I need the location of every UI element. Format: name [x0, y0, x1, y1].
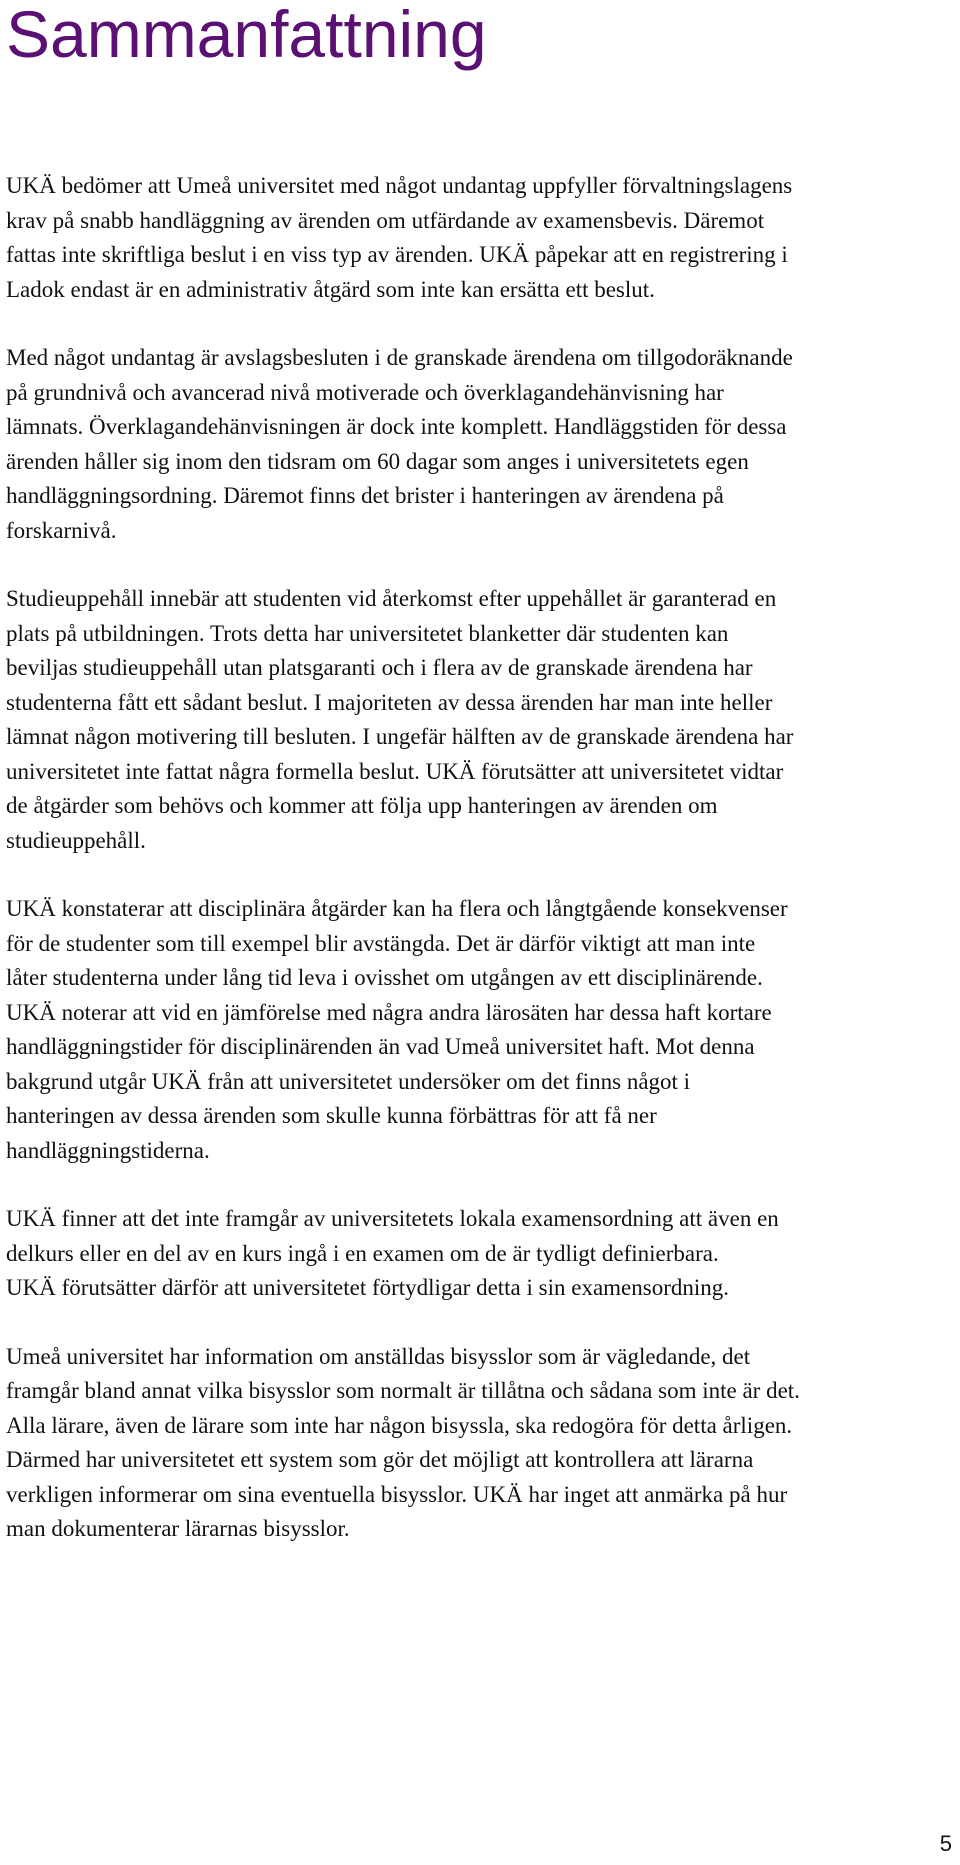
summary-paragraph-5: UKÄ finner att det inte framgår av universitetets lokala examensordning att även en delkurs eller en del av en kurs ingå i en examen om de är tydligt definierbara. UKÄ förutsätter därför att universitetet förtydligar detta i sin examensordning. [6, 1206, 779, 1300]
summary-paragraph-2: Med något undantag är avslagsbesluten i de granskade ärendena om tillgodoräknande på grundnivå och avancerad nivå motiverade och överklagandehänvisning har lämnats. Överklagandehänvisningen är dock inte komplett. Handläggstiden för dessa ärenden håller sig inom den tidsram om 60 dagar som anges i universitetets egen handläggningsordning. Däremot finns det brister i hanteringen av ärendena på forskarnivå. [6, 345, 793, 543]
page-number: 5 [939, 1831, 952, 1856]
page-title: Sammanfattning [6, 0, 487, 71]
summary-paragraph-3: Studieuppehåll innebär att studenten vid återkomst efter uppehållet är garanterad en plats på utbildningen. Trots detta har universitetet blanketter där studenten kan beviljas studieuppehåll utan platsgaranti och i flera av de granskade ärendena har studenterna fått ett sådant beslut. I majoriteten av dessa ärenden har man inte heller lämnat någon motivering till besluten. I ungefär hälften av de granskade ärendena har universitetet inte fattat några formella beslut. UKÄ förutsätter att universitetet vidtar de åtgärder som behövs och kommer att följa upp hanteringen av ärenden om studieuppehåll. [6, 586, 794, 853]
summary-paragraph-4: UKÄ konstaterar att disciplinära åtgärder kan ha flera och långtgående konsekvenser för de studenter som till exempel blir avstängda. Det är därför viktigt att man inte låter studenterna under lång tid leva i ovisshet om utgången av ett disciplinärende. UKÄ noterar att vid en jämförelse med några andra lärosäten har dessa haft kortare handläggningstider för disciplinärenden än vad Umeå universitet haft. Mot denna bakgrund utgår UKÄ från att universitetet undersöker om det finns något i hanteringen av dessa ärenden som skulle kunna förbättras för att få ner handläggningstiderna. [6, 896, 788, 1163]
summary-paragraph-1: UKÄ bedömer att Umeå universitet med något undantag uppfyller förvaltningslagens krav på snabb handläggning av ärenden om utfärdande av examensbevis. Däremot fattas inte skriftliga beslut i en viss typ av ärenden. UKÄ påpekar att en registrering i Ladok endast är en administrativ åtgärd som inte kan ersätta ett beslut. [6, 173, 793, 302]
summary-paragraph-6: Umeå universitet har information om anställdas bisysslor som är vägledande, det framgår bland annat vilka bisysslor som normalt är tillåtna och sådana som inte är det. Alla lärare, även de lärare som inte har någon bisyssla, ska redogöra för detta årligen. Därmed har universitetet ett system som gör det möjligt att kontrollera att lärarna verkligen informerar om sina eventuella bisysslor. UKÄ har inget att anmärka på hur man dokumenterar lärarnas bisysslor. [6, 1343, 800, 1541]
document-body [6, 169, 956, 1581]
